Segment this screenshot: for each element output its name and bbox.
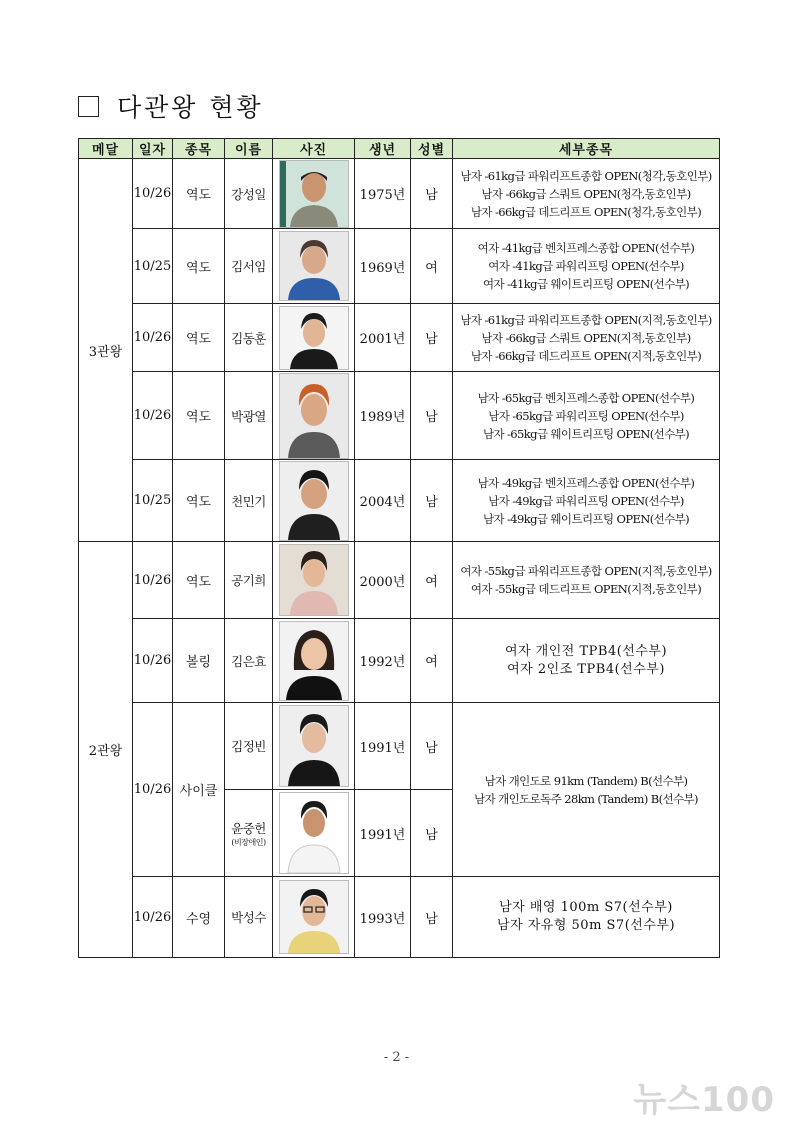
- athlete-name: 윤중헌: [231, 820, 266, 836]
- event-line: 남자 -49kg급 파워리프팅 OPEN(선수부): [488, 493, 684, 508]
- event-line: 여자 -41kg급 파워리프팅 OPEN(선수부): [488, 259, 684, 273]
- event-line: 남자 배영 100m S7(선수부): [499, 900, 673, 915]
- medal-group-cell: 2관왕: [79, 542, 133, 958]
- page-title: [78, 88, 264, 124]
- header-events: 세부종목: [453, 139, 720, 159]
- event-line: 남자 개인도로독주 28km (Tandem) B(선수부): [474, 791, 698, 806]
- date-cell: 10/26: [133, 159, 173, 229]
- sport-cell: 수영: [173, 877, 225, 958]
- header-date: 일자: [133, 139, 173, 159]
- table-header-row: [79, 139, 720, 159]
- athlete-photo: [279, 231, 349, 301]
- event-line: 남자 -65kg급 벤치프레스종합 OPEN(선수부): [477, 390, 695, 405]
- gender-cell: 남: [411, 703, 453, 790]
- event-line: 남자 -65kg급 파워리프팅 OPEN(선수부): [488, 408, 684, 423]
- athlete-photo: [279, 621, 349, 701]
- sport-cell: 볼링: [173, 619, 225, 703]
- name-cell: 김동훈: [225, 304, 273, 372]
- page-title-text: 다관왕 현황: [117, 93, 264, 122]
- athlete-photo: [279, 705, 349, 787]
- checkbox-square-icon: [78, 96, 99, 117]
- date-cell: 10/26: [133, 304, 173, 372]
- birth-cell: 2001년: [355, 304, 411, 372]
- event-line: 여자 -41kg급 웨이트리프팅 OPEN(선수부): [482, 277, 690, 291]
- photo-cell: [273, 703, 355, 790]
- gender-cell: 남: [411, 304, 453, 372]
- photo-cell: [273, 304, 355, 372]
- gender-cell: 남: [411, 372, 453, 460]
- date-cell: 10/26: [133, 542, 173, 619]
- medal-group-cell: 3관왕: [79, 159, 133, 542]
- date-cell: 10/26: [133, 619, 173, 703]
- table-row: [79, 304, 720, 372]
- name-cell: 천민기: [225, 460, 273, 542]
- header-medal: 메달: [79, 139, 133, 159]
- date-cell: 10/25: [133, 229, 173, 304]
- sport-cell: 역도: [173, 159, 225, 229]
- events-cell: [453, 542, 720, 619]
- sport-cell: 역도: [173, 304, 225, 372]
- events-cell: [453, 304, 720, 372]
- multi-medalist-table: [78, 138, 720, 958]
- event-line: 남자 -65kg급 웨이트리프팅 OPEN(선수부): [482, 426, 690, 441]
- birth-cell: 1991년: [355, 703, 411, 790]
- events-cell: [453, 619, 720, 703]
- gender-cell: 남: [411, 460, 453, 542]
- gender-cell: 남: [411, 790, 453, 877]
- photo-cell: [273, 619, 355, 703]
- athlete-photo: [279, 373, 349, 459]
- table-row: [79, 877, 720, 958]
- photo-cell: [273, 790, 355, 877]
- event-line: 남자 -49kg급 벤치프레스종합 OPEN(선수부): [477, 475, 695, 490]
- athlete-photo: [279, 544, 349, 616]
- name-cell: 공기희: [225, 542, 273, 619]
- event-line: 남자 자유형 50m S7(선수부): [496, 918, 676, 933]
- events-cell: [453, 703, 720, 877]
- athlete-photo: [279, 792, 349, 874]
- gender-cell: 여: [411, 619, 453, 703]
- events-cell: [453, 460, 720, 542]
- event-line: 남자 -66kg급 데드리프트 OPEN(지적,동호인부): [470, 348, 702, 363]
- event-line: 남자 -66kg급 데드리프트 OPEN(청각,동호인부): [470, 204, 702, 219]
- birth-cell: 1975년: [355, 159, 411, 229]
- table-row: [79, 542, 720, 619]
- date-cell: 10/25: [133, 460, 173, 542]
- event-line: 남자 -61kg급 파워리프트종합 OPEN(지적,동호인부): [460, 312, 712, 327]
- header-name: 이름: [225, 139, 273, 159]
- athlete-photo: [279, 160, 349, 228]
- birth-cell: 1992년: [355, 619, 411, 703]
- name-cell: 박성수: [225, 877, 273, 958]
- name-cell: 김은효: [225, 619, 273, 703]
- table-row: [79, 619, 720, 703]
- photo-cell: [273, 542, 355, 619]
- event-line: 남자 -66kg급 스쿼트 OPEN(지적,동호인부): [481, 330, 691, 345]
- event-line: 여자 -55kg급 파워리프트종합 OPEN(지적,동호인부): [460, 564, 712, 578]
- photo-cell: [273, 372, 355, 460]
- name-cell: 강성일: [225, 159, 273, 229]
- gender-cell: 여: [411, 229, 453, 304]
- event-line: 여자 2인조 TPB4(선수부): [507, 661, 665, 677]
- name-cell: [225, 790, 273, 877]
- events-cell: [453, 372, 720, 460]
- gender-cell: 남: [411, 877, 453, 958]
- event-line: 남자 -66kg급 스쿼트 OPEN(청각,동호인부): [481, 186, 691, 201]
- athlete-photo: [279, 461, 349, 541]
- sport-cell: 사이클: [173, 703, 225, 877]
- photo-cell: [273, 460, 355, 542]
- date-cell: 10/26: [133, 703, 173, 877]
- athlete-note: (비장애인): [231, 837, 266, 847]
- header-gender: 성별: [411, 139, 453, 159]
- date-cell: 10/26: [133, 372, 173, 460]
- table-row: [79, 460, 720, 542]
- sport-cell: 역도: [173, 372, 225, 460]
- photo-cell: [273, 877, 355, 958]
- table-row: [79, 229, 720, 304]
- birth-cell: 1993년: [355, 877, 411, 958]
- event-line: 여자 -55kg급 데드리프트 OPEN(지적,동호인부): [470, 582, 702, 596]
- event-line: 남자 개인도로 91km (Tandem) B(선수부): [484, 773, 688, 788]
- event-line: 남자 -61kg급 파워리프트종합 OPEN(청각,동호인부): [460, 168, 712, 183]
- gender-cell: 남: [411, 159, 453, 229]
- photo-cell: [273, 229, 355, 304]
- events-cell: [453, 159, 720, 229]
- event-line: 남자 -49kg급 웨이트리프팅 OPEN(선수부): [482, 511, 690, 526]
- name-cell: 김정빈: [225, 703, 273, 790]
- events-cell: [453, 229, 720, 304]
- header-sport: 종목: [173, 139, 225, 159]
- athlete-photo: [279, 306, 349, 370]
- events-cell: [453, 877, 720, 958]
- photo-cell: [273, 159, 355, 229]
- event-line: 여자 개인전 TPB4(선수부): [504, 643, 668, 659]
- sport-cell: 역도: [173, 229, 225, 304]
- birth-cell: 1989년: [355, 372, 411, 460]
- birth-cell: 1969년: [355, 229, 411, 304]
- date-cell: 10/26: [133, 877, 173, 958]
- gender-cell: 여: [411, 542, 453, 619]
- sport-cell: 역도: [173, 542, 225, 619]
- athlete-photo: [279, 880, 349, 954]
- birth-cell: 1991년: [355, 790, 411, 877]
- name-cell: 박광열: [225, 372, 273, 460]
- name-cell: 김서임: [225, 229, 273, 304]
- page-number: - 2 -: [383, 1050, 410, 1065]
- table-row: [79, 703, 720, 790]
- sport-cell: 역도: [173, 460, 225, 542]
- table-row: [79, 159, 720, 229]
- birth-cell: 2004년: [355, 460, 411, 542]
- event-line: 여자 -41kg급 벤치프레스종합 OPEN(선수부): [477, 241, 695, 255]
- watermark-logo: 뉴스100: [633, 1080, 775, 1120]
- header-photo: 사진: [273, 139, 355, 159]
- header-birth: 생년: [355, 139, 411, 159]
- birth-cell: 2000년: [355, 542, 411, 619]
- table-row: [79, 372, 720, 460]
